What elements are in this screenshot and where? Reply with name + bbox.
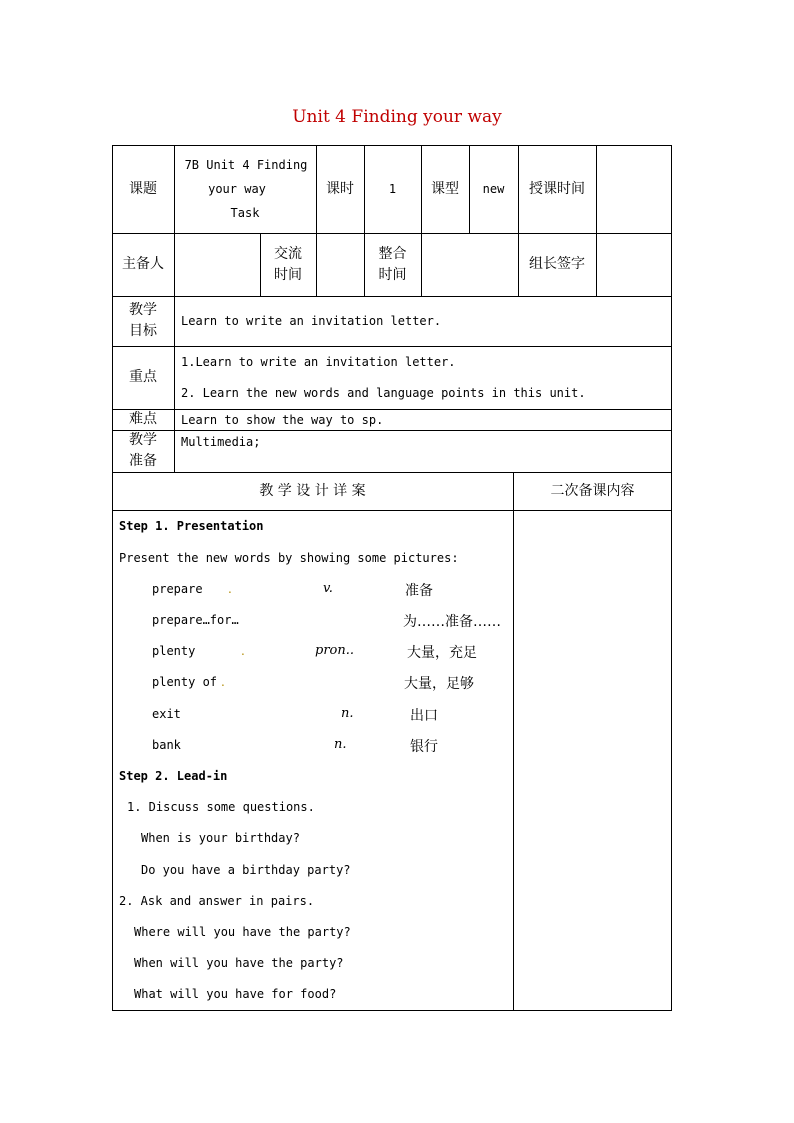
label-line: 交流 — [274, 245, 302, 262]
label-line: 准备 — [129, 453, 157, 469]
topic-label: 课题 — [129, 180, 157, 197]
vocab-word: prepare — [152, 582, 203, 596]
question: Do you have a birthday party? — [141, 863, 351, 877]
leader-signature-label: 组长签字 — [529, 256, 585, 272]
topic-line: 7B Unit 4 Finding — [184, 158, 308, 172]
key-point: 2. Learn the new words and language points in this unit. — [181, 386, 586, 400]
vocab-word: plenty of — [152, 675, 218, 689]
lesson-count-value: 1 — [388, 181, 397, 196]
step-item: 2. Ask and answer in pairs. — [119, 894, 315, 908]
col-divider — [513, 472, 514, 1011]
lesson-count-label: 课时 — [326, 180, 354, 197]
label-line: 时间 — [274, 266, 302, 283]
vocab-meaning: 准备 — [405, 583, 433, 599]
goal-text: Learn to write an invitation letter. — [181, 314, 442, 328]
question: Where will you have the party? — [134, 925, 351, 939]
preparer-label: 主备人 — [122, 256, 164, 272]
row-divider — [112, 346, 672, 347]
vocab-word: bank — [152, 738, 181, 752]
step-item: 1. Discuss some questions. — [127, 800, 315, 814]
mark-dot: . — [228, 582, 232, 596]
preparation-label — [112, 430, 174, 472]
step-heading: Step 1. Presentation — [119, 519, 264, 533]
lesson-type-value: new — [482, 181, 505, 196]
step-intro: Present the new words by showing some pictures: — [119, 551, 459, 565]
step-heading: Step 2. Lead-in — [119, 769, 228, 783]
difficulty-text: Learn to show the way to sp. — [181, 413, 384, 427]
difficulty-label: 难点 — [129, 411, 157, 427]
label-line: 教学 — [129, 302, 157, 318]
exchange-time-label — [260, 233, 316, 296]
vocab-pos: n. — [334, 737, 347, 752]
label-line: 时间 — [378, 266, 407, 283]
vocab-pos: v. — [323, 581, 333, 596]
integration-time-label — [364, 233, 421, 296]
teaching-time-label: 授课时间 — [529, 180, 585, 197]
vocab-meaning: 大量，充足 — [407, 645, 477, 661]
topic-value — [174, 150, 316, 228]
vocab-pos: n. — [341, 706, 354, 721]
vocab-meaning: 为……准备…… — [403, 614, 501, 630]
lesson-type-label: 课型 — [431, 180, 459, 197]
label-line: 目标 — [129, 323, 157, 339]
topic-line: your way — [208, 182, 266, 196]
goal-label — [112, 296, 174, 346]
row-divider — [112, 409, 672, 410]
vocab-meaning: 大量，足够 — [404, 676, 474, 692]
col-divider — [596, 145, 597, 296]
vocab-word: prepare…for… — [152, 613, 239, 627]
col-divider — [174, 296, 175, 472]
secondary-header: 二次备课内容 — [550, 482, 635, 499]
key-points-label: 重点 — [129, 369, 157, 385]
vocab-pos: pron.. — [315, 643, 354, 658]
question: When is your birthday? — [141, 831, 300, 845]
vocab-word: exit — [152, 707, 181, 721]
vocab-meaning: 出口 — [410, 708, 438, 724]
page-title: Unit 4 Finding your way — [292, 107, 502, 127]
row-divider — [112, 296, 672, 297]
label-line: 教学 — [129, 432, 157, 448]
key-point: 1.Learn to write an invitation letter. — [181, 355, 456, 369]
question: When will you have the party? — [134, 956, 344, 970]
row-divider — [112, 510, 672, 511]
question: What will you have for food? — [134, 987, 337, 1001]
mark-dot: . — [241, 644, 245, 658]
design-header: 教 学 设 计 详 案 — [259, 482, 366, 499]
mark-dot: . — [221, 675, 225, 689]
row-divider — [112, 430, 672, 431]
preparation-text: Multimedia; — [181, 435, 261, 449]
topic-line: Task — [230, 206, 260, 220]
vocab-word: plenty — [152, 644, 196, 658]
vocab-meaning: 银行 — [410, 739, 438, 755]
label-line: 整合 — [378, 245, 407, 262]
